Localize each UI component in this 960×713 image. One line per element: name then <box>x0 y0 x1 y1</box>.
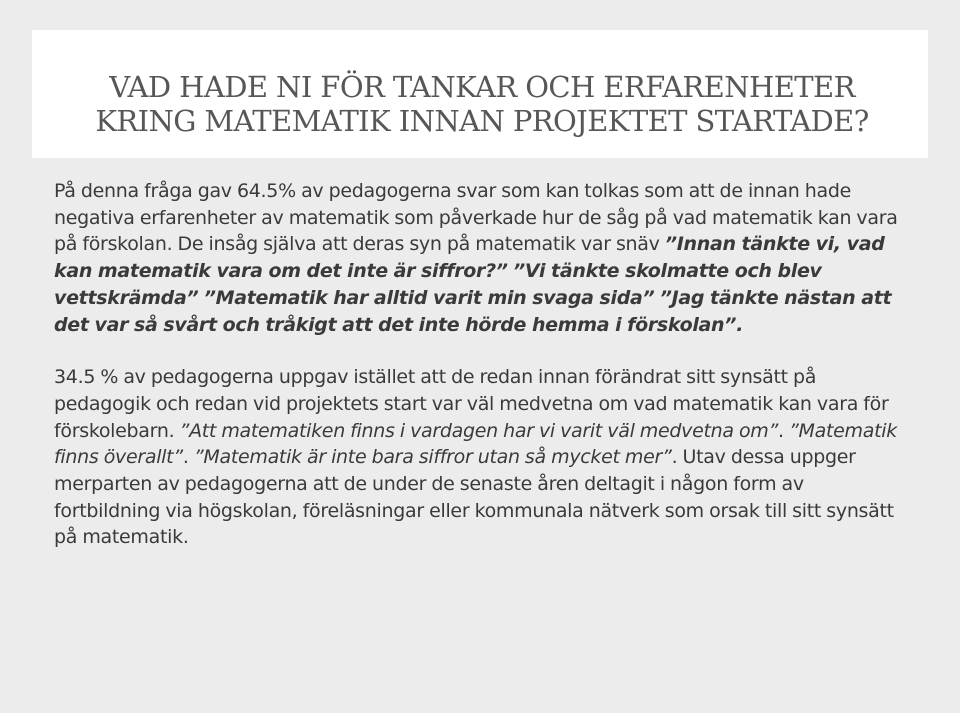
quote-inte-bara-siffror: ”Matematik är inte bara siffror utan så mycket mer” <box>193 446 672 469</box>
quote-svart-och-trakigt: ”Jag tänkte nästan att det var så svårt och tråkigt att det inte hörde hemma i förskolan” <box>54 286 892 336</box>
slide-body <box>54 178 914 551</box>
paragraph2-sep2: . <box>182 446 194 469</box>
paragraph1-intro: På denna fråga gav 64.5% av pedagogerna svar som kan tolkas som att de innan hade negativa erfarenheter av matematik som påverkade hur de såg på vad matematik kan vara på förskolan. De insåg själva att deras syn på matematik var snäv <box>54 180 898 256</box>
paragraph2-intro: 34.5 % av pedagogerna uppgav istället att de redan innan förändrat sitt synsätt på pedagogik och redan vid projektets start var väl medvetna om vad matematik kan vara för förskolebarn. <box>54 366 889 442</box>
paragraph1-end: . <box>736 313 744 336</box>
paragraph-negative-experiences <box>54 178 914 338</box>
paragraph2-rest: . Utav dessa uppger merparten av pedagogerna att de under de senaste åren deltagit i någon form av fortbildning via högskolan, föreläsningar eller kommunala nätverk som orsak till sitt synsätt på matematik. <box>54 446 894 549</box>
quote-matematiken-i-vardagen: ”Att matematiken finns i vardagen har vi varit väl medvetna om” <box>179 419 779 442</box>
paragraph2-sep1: . <box>778 419 790 442</box>
quote-matematik-overallt: ”Matematik finns överallt” <box>54 419 897 469</box>
paragraph-positive-experiences <box>54 364 914 551</box>
title-box <box>32 30 928 158</box>
quote-skolmatte: ”Vi tänkte skolmatte och blev vettskrämda” <box>54 260 822 309</box>
quote-innan-tankte-vi: ”Innan tänkte vi, vad kan matematik vara om det inte är siffror?” <box>54 233 885 283</box>
quote-svaga-sida: ”Matematik har alltid varit min svaga sida” <box>203 286 655 309</box>
slide-title: VAD HADE NI FÖR TANKAR OCH ERFARENHETER KRING MATEMATIK INNAN PROJEKTET STARTADE? <box>95 70 869 138</box>
